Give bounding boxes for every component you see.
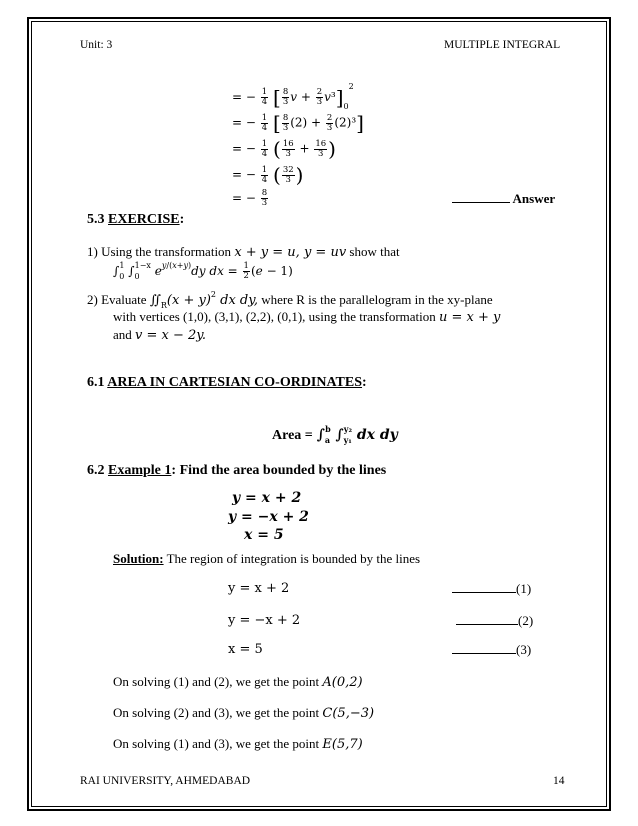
- derivation-line-1: = − $\frac{1}{4}$ [ $\frac{8}{3}$ v + $\frac{2}{3}$ $v^3]_0^2$: [232, 82, 354, 111]
- q2-rest: where R is the parallelogram in the xy-plane: [261, 292, 493, 307]
- q1-transformation: x + y = u, y = uv: [234, 245, 347, 260]
- solving-line-1: On solving (1) and (2), we get the point A(0,2): [113, 674, 363, 690]
- header-unit: Unit: 3: [80, 39, 113, 51]
- area-section-heading: 6.1 AREA IN CARTESIAN CO-ORDINATES:: [87, 375, 367, 390]
- q1-show: show that: [349, 244, 400, 259]
- header-title: MULTIPLE INTEGRAL: [444, 39, 561, 51]
- area-section-title: AREA IN CARTESIAN CO-ORDINATES: [107, 375, 363, 390]
- q2-transformation-u: u = x + y: [439, 310, 501, 325]
- point-c: C(5,−3): [322, 706, 375, 721]
- example-heading: 6.2 Example 1: Find the area bounded by the lines: [87, 463, 387, 478]
- q2-transformation-v: v = x − 2y.: [135, 328, 207, 343]
- equation-1: y = x + 2: [228, 581, 290, 596]
- point-e: E(5,7): [322, 737, 363, 752]
- exercise-q1: [87, 244, 400, 260]
- answer-underline: [452, 191, 510, 203]
- example-title: Example 1: [108, 463, 172, 478]
- solution-intro: [113, 551, 420, 567]
- q2-intro: 2) Evaluate: [87, 292, 147, 307]
- example-statement: Find the area bounded by the lines: [179, 463, 387, 478]
- equation-1-tag: (1): [452, 581, 531, 597]
- derivation-line-4: = − $\frac{1}{4}$ ( $\frac{32}{3}$ ): [232, 163, 304, 187]
- q2-line-3: [113, 327, 206, 343]
- exercise-q2: 2) Evaluate $∬_R(x + y)^2$ dx dy, where R is the parallelogram in the xy-plane: [87, 290, 493, 310]
- q1-integral: $\int_0^1$ $\int_0^{1-x}$ $e^{y/(x+y)}dy$ dx = $\frac{1}{2}$ (e − 1): [113, 261, 293, 281]
- derivation-line-2: = − $\frac{1}{4}$ [ $\frac{8}{3}$ (2) + $\frac{2}{3}$ (2)³]: [232, 111, 364, 135]
- q2-line-2: [113, 309, 500, 325]
- area-formula-label: Area =: [272, 428, 313, 443]
- solving-line-2: On solving (2) and (3), we get the point C(5,−3): [113, 705, 375, 721]
- footer-university: RAI UNIVERSITY, AHMEDABAD: [80, 775, 251, 787]
- q1-intro: 1) Using the transformation: [87, 244, 232, 259]
- exercise-number: 5.3: [87, 212, 105, 227]
- solution-text: The region of integration is bounded by the lines: [166, 551, 421, 566]
- example-line-3: x = 5: [244, 527, 284, 543]
- solving-line-3: On solving (1) and (3), we get the point E(5,7): [113, 736, 363, 752]
- area-section-number: 6.1: [87, 375, 105, 390]
- derivation-line-5: = − $\frac{8}{3}$: [232, 188, 268, 208]
- equation-2: y = −x + 2: [228, 613, 301, 628]
- equation-3-tag: (3): [452, 642, 531, 658]
- exercise-heading: 5.3 EXERCISE:: [87, 212, 185, 227]
- answer-label: Answer: [512, 191, 556, 206]
- example-line-2: y = −x + 2: [228, 509, 309, 525]
- derivation-line-3: = − $\frac{1}{4}$ ( $\frac{16}{3}$ + $\frac{16}{3}$ ): [232, 137, 336, 161]
- q2-and: and: [113, 327, 132, 342]
- solution-label: Solution:: [113, 551, 164, 566]
- q2-vertices: with vertices (1,0), (3,1), (2,2), (0,1), using the transformation: [113, 309, 436, 324]
- exercise-title: EXERCISE: [108, 212, 180, 227]
- page-number: 14: [553, 775, 565, 787]
- equation-2-tag: (2): [456, 613, 533, 629]
- example-line-1: y = x + 2: [232, 490, 302, 506]
- answer-marker: [452, 191, 555, 207]
- equation-3: x = 5: [228, 642, 263, 657]
- example-number: 6.2: [87, 463, 105, 478]
- point-a: A(0,2): [322, 675, 363, 690]
- area-formula: Area = $\int_a^b$ $\int_{y_1}^{y_2}$ dx dy: [272, 424, 398, 445]
